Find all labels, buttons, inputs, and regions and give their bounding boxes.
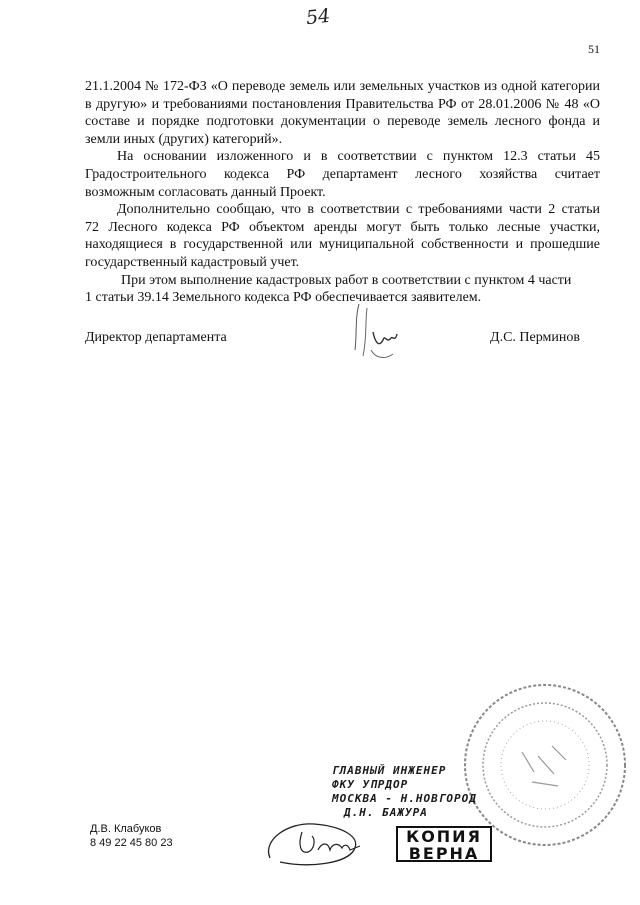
stamp-line: ФКУ УПРДОР (332, 778, 409, 791)
handwritten-signature (258, 810, 370, 872)
executor-info (90, 822, 173, 850)
letter-body (85, 78, 600, 307)
text-line: Дополнительно сообщаю, что в соответствии с требованиями части 2 статьи (117, 202, 600, 218)
text-line: На основании изложенного и в соответствии с пунктом 12.3 статьи 45 (117, 149, 600, 165)
executor-phone: 8 49 22 45 80 23 (90, 837, 173, 849)
stamp-line: ГЛАВНЫЙ ИНЖЕНЕР (332, 764, 447, 777)
director-signature (345, 298, 405, 370)
paragraph-2 (85, 148, 600, 201)
paragraph-3 (85, 201, 600, 271)
signatory-title: Директор департамента (85, 330, 227, 345)
text-line: находящиеся в государственной или муниципальной собственности и прошедшие (85, 237, 600, 253)
text-line: Градостроительного кодекса РФ департамент лесного хозяйства считает (85, 166, 600, 182)
page-number: 51 (588, 42, 600, 56)
copy-stamp-line-1: КОПИЯ (406, 827, 482, 846)
copy-certified-stamp (396, 826, 492, 862)
text-line: земли иных (других) категорий». (85, 131, 283, 147)
stamp-line: Д.Н. БАЖУРА (344, 806, 428, 819)
text-line: в другую» и требованиями постановления Правительства РФ от 28.01.2006 № 48 «О (85, 96, 600, 112)
text-line: 1 статьи 39.14 Земельного кодекса РФ обеспечивается заявителем. (85, 290, 482, 306)
signatory-name: Д.С. Перминов (490, 330, 580, 345)
paragraph-4 (85, 272, 600, 307)
text-line: При этом выполнение кадастровых работ в соответствии с пунктом 4 части (121, 272, 572, 288)
paragraph-1 (85, 78, 600, 148)
stamp-line: МОСКВА - Н.НОВГОРОД (332, 792, 477, 805)
executor-name: Д.В. Клабуков (90, 823, 162, 835)
handwritten-page-number: 54 (304, 4, 332, 30)
text-line: составе и порядке подготовки документации о переводе земель лесного фонда и (85, 114, 600, 130)
round-seal (462, 682, 628, 848)
text-line: 21.1.2004 № 172-ФЗ «О переводе земель или земельных участков из одной категории (85, 79, 600, 94)
text-line: государственный кадастровый учет. (85, 254, 300, 270)
text-line: 72 Лесного кодекса РФ объектом аренды могут быть только лесные участки, (85, 219, 600, 235)
copy-stamp-line-2: ВЕРНА (408, 844, 480, 863)
text-line: возможным согласовать данный Проект. (85, 184, 326, 200)
